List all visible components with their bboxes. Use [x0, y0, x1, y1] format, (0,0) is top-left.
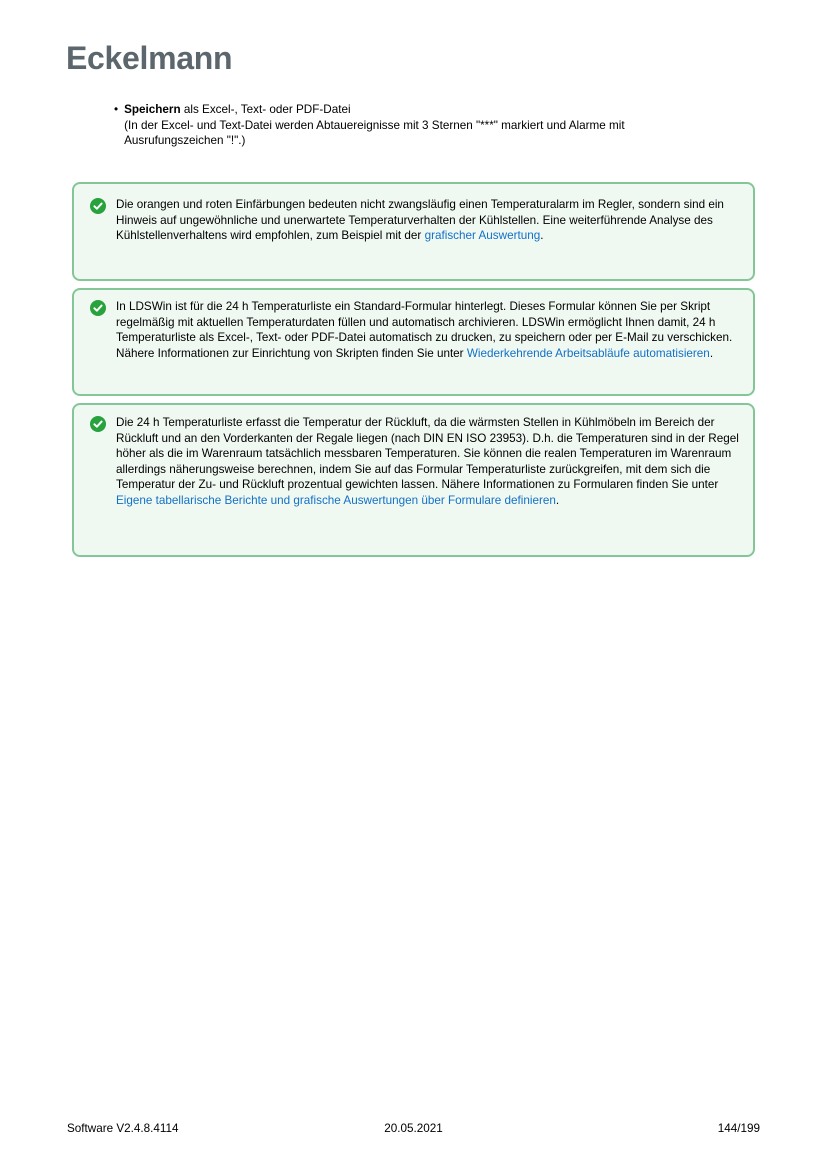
info-note-box: [72, 403, 755, 557]
note-suffix: .: [555, 493, 560, 507]
check-circle-icon: [90, 198, 106, 214]
list-item-rest: als Excel-, Text- oder PDF-Datei: [180, 103, 351, 116]
note-body: Die orangen und roten Einfärbungen bedeuten nicht zwangsläufig einen Temperaturalarm im Regler, sondern sind ein Hinweis auf ungewöhnliche und unerwartete Temperaturverhalten der Kühlstellen. Eine weiterführende Analyse des Kühlstellenverhaltens wird empfohlen, zum Beispiel mit der: [116, 198, 724, 242]
note-link[interactable]: Eigene tabellarische Berichte und grafische Auswertungen über Formulare definieren: [116, 493, 556, 507]
footer-date: 20.05.2021: [384, 1122, 443, 1135]
note-body: In LDSWin ist für die 24 h Temperaturliste ein Standard-Formular hinterlegt. Dieses Formular können Sie per Skript regelmäßig mit aktuellen Temperaturdaten füllen und automatisch archivieren. LDSWin ermöglicht Ihnen damit, 24 h Temperaturliste als Excel-, Text- oder PDF-Datei automatisch zu drucken, zu speichern oder per E-Mail zu verschicken. Nähere Informationen zur Einrichtung von Skripten finden Sie unter: [116, 300, 733, 360]
list-item-bold: Speichern: [124, 103, 181, 116]
info-note-box: [72, 288, 755, 396]
info-note-box: [72, 182, 755, 281]
note-link[interactable]: Wiederkehrende Arbeitsabläufe automatisieren: [466, 346, 710, 360]
note-text: [116, 415, 746, 508]
note-suffix: .: [709, 346, 714, 360]
bullet-icon: •: [114, 103, 119, 116]
note-suffix: .: [540, 229, 544, 242]
eckelmann-logo: Eckelmann: [66, 40, 233, 76]
note-body: Die 24 h Temperaturliste erfasst die Temperatur der Rückluft, da die wärmsten Stellen in Kühlmöbeln im Bereich der Rückluft und an den Vorderkanten der Regale liegen (nach DIN EN ISO 23953). D.h. die Temperaturen sind in der Regel höher als die im Warenraum tatsächlich messbaren Temperaturen. Sie können die realen Temperaturen im Warenraum allerdings näherungsweise berechnen, indem Sie auf das Formular Temperaturliste zurückgreifen, mit dem sich die Temperatur der Zu- und Rückluft prozentual gewichten lassen. Nähere Informationen zu Formularen finden Sie unter: [116, 416, 739, 491]
check-circle-icon: [90, 300, 106, 316]
list-item-line2: (In der Excel- und Text-Datei werden Abtauereignisse mit 3 Sternen "***" markiert und Alarme mit Ausrufungszeichen "!".): [124, 118, 625, 147]
note-link[interactable]: grafischer Auswertung: [424, 229, 541, 242]
footer-page-number: 144/199: [717, 1122, 760, 1135]
note-text: [116, 197, 746, 244]
list-item-text: [124, 102, 726, 149]
note-text: [116, 299, 746, 361]
footer-version: Software V2.4.8.4114: [67, 1122, 179, 1135]
check-circle-icon: [90, 416, 106, 432]
list-item: [114, 102, 726, 149]
